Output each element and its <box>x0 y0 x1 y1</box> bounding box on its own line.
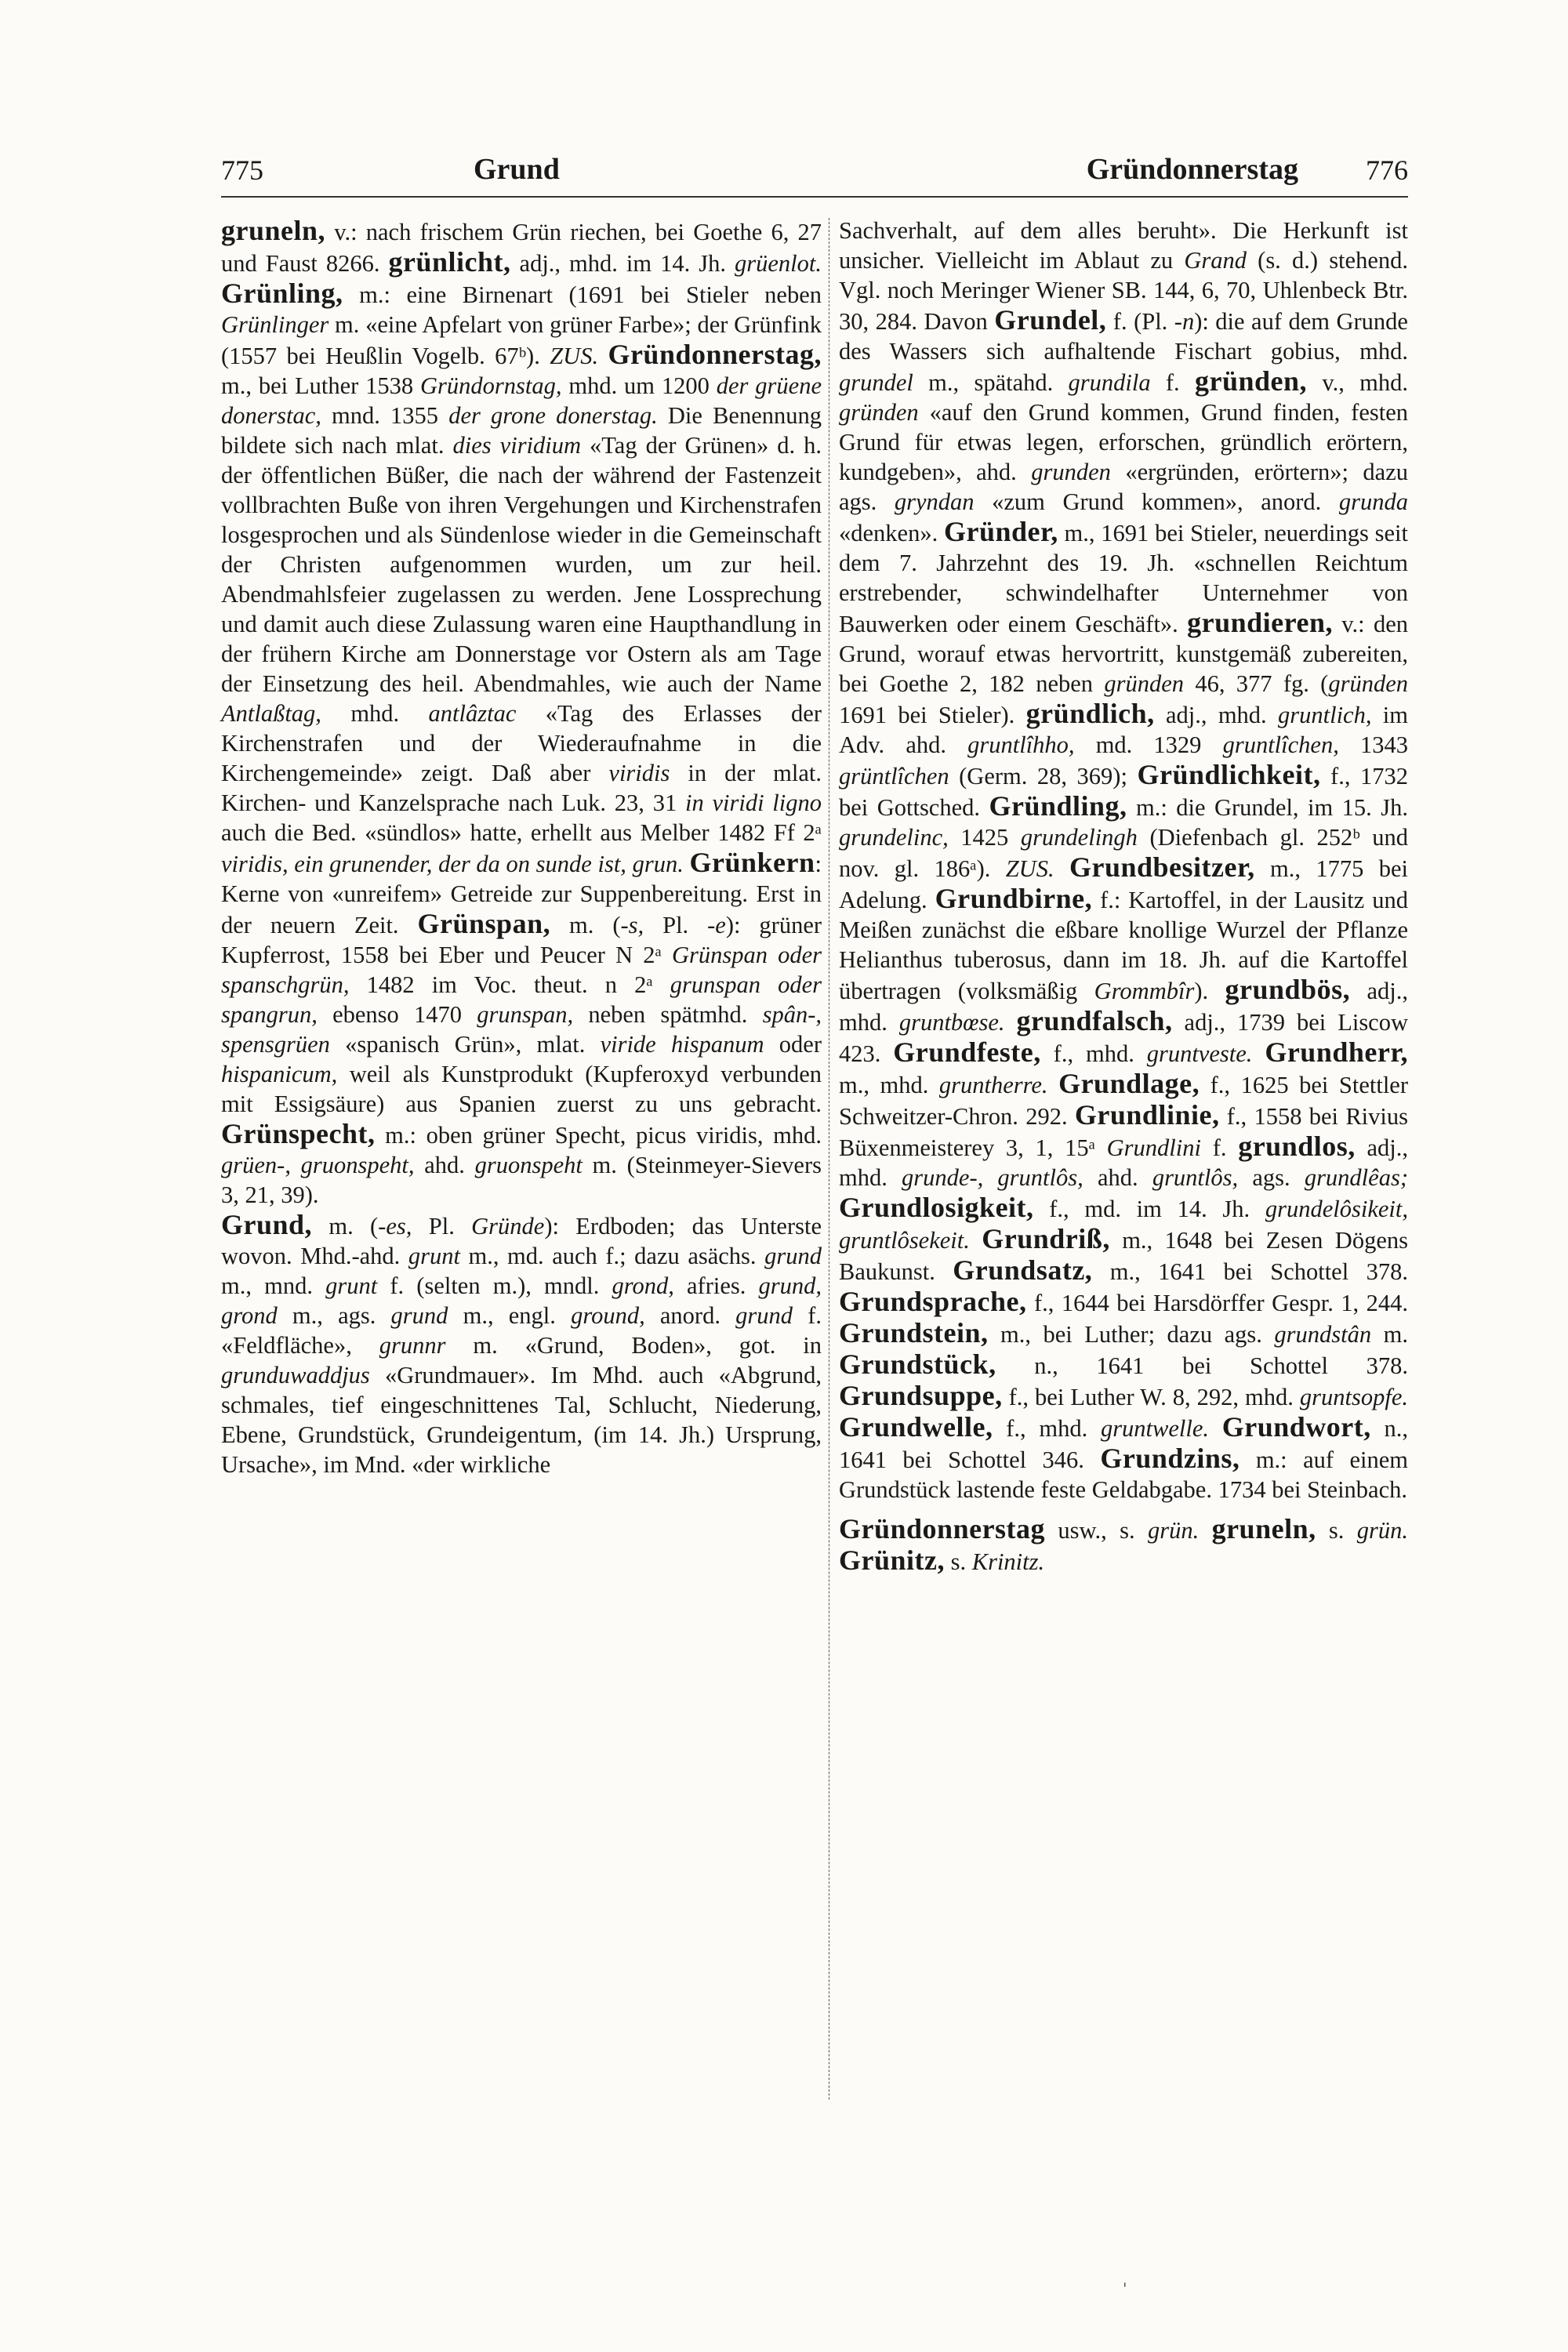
headword: Grünling, <box>221 278 343 309</box>
text-run: weil als Kunstprodukt (Kupferoxyd verbunden mit Essigsäure) aus Spanien zuerst zu uns gebracht. <box>221 1061 822 1117</box>
paragraph <box>839 216 1408 1504</box>
text-run <box>1199 1517 1211 1544</box>
text-run: adj., mhd. <box>839 978 1408 1036</box>
headword: Grundbirne, <box>935 883 1093 914</box>
italic-run: grunspan oder spangrun, <box>221 971 822 1028</box>
italic-run: gruntveste. <box>1146 1040 1253 1067</box>
text-run: «denken». <box>839 520 945 546</box>
text-run <box>1054 855 1069 882</box>
text-run: «zum Grund kommen», anord. <box>974 488 1339 515</box>
italic-run: grüenlot. <box>735 250 822 277</box>
italic-run: grunde-, gruntlôs, <box>902 1164 1083 1191</box>
italic-run: Gründe <box>471 1213 545 1240</box>
italic-run: grund <box>764 1243 822 1269</box>
text-run: ). <box>1194 978 1225 1004</box>
italic-run: gründen <box>1104 670 1185 697</box>
italic-run: grüntlîchen <box>839 763 949 789</box>
text-run: m. «Grund, Boden», got. in <box>445 1332 822 1359</box>
page-number-right: 776 <box>1366 154 1408 186</box>
text-run: m., mhd. <box>839 1072 939 1098</box>
headword: Grundsuppe, <box>839 1380 1003 1411</box>
italic-run: grund <box>735 1302 793 1329</box>
text-run <box>1005 1009 1017 1036</box>
headword: Grundwort, <box>1221 1411 1371 1443</box>
text-run: (s. d.) stehend. Vgl. noch Meringer Wiener SB. 144, 6, 70, Uhlenbeck Btr. 30, 284. Davon <box>839 247 1408 335</box>
text-run <box>598 343 608 369</box>
text-run: m. (- <box>312 1213 387 1240</box>
text-run: f. (Pl. - <box>1106 308 1182 335</box>
text-run: f., bei Luther W. 8, 292, mhd. <box>1002 1384 1300 1410</box>
text-run: «Tag des Erlasses der Kirchenstrafen und der Wiederaufnahme in die Kirchengemeinde» zeigt. Daß aber <box>221 700 822 786</box>
italic-run: grundstân <box>1274 1321 1372 1348</box>
text-run: «Tag der Grünen» d. h. der öffentlichen Büßer, die nach der während der Fastenzeit vollbrachten Buße von ihren Vergehungen und Kirchenstrafen losgesprochen und als Sündenlose wieder in die Gemeinschaft der Christen aufgenommen wurden, um zur heil. Abendmahlsfeier zugelassen zu werden. Jene Lossprechung und damit auch diese Zulassung waren eine Haupthandlung in der frühern Kirche am Donnerstage vor Ostern als am Tage der Einsetzung des heil. Abendmahles, wie auch der Name <box>221 432 822 697</box>
headword: grundieren, <box>1187 607 1333 638</box>
headword: Gründer, <box>944 516 1058 547</box>
text-run: oder <box>764 1031 822 1058</box>
text-run: ahd. <box>414 1152 475 1178</box>
italic-run: hispanicum, <box>221 1061 338 1087</box>
text-run: m., engl. <box>448 1302 572 1329</box>
text-run: ags. <box>1238 1164 1305 1191</box>
italic-run: gruntwelle. <box>1100 1415 1210 1442</box>
headword-left: Grund <box>474 153 560 186</box>
running-header <box>221 149 1408 198</box>
text-run: m., bei Luther; dazu ags. <box>988 1321 1275 1348</box>
headword: Grundbesitzer, <box>1069 851 1255 883</box>
italic-run: gruntbœse. <box>898 1009 1005 1036</box>
text-run: «spanisch Grün», mlat. <box>329 1031 601 1058</box>
text-run: auch die Bed. «sündlos» hatte, erhellt aus Melber 1482 Ff 2ᵃ <box>221 819 822 846</box>
text-run: f., 1625 bei Stettler Schweitzer-Chron. 292. <box>839 1072 1408 1130</box>
italic-run: grün. <box>1147 1517 1200 1544</box>
text-run: v.: nach frischem Grün riechen, bei Goethe 6, 27 und Faust 8266. <box>221 219 822 277</box>
italic-run: grunspan, <box>477 1001 574 1028</box>
headword: Grünspecht, <box>221 1118 376 1149</box>
italic-run: Grommbîr <box>1094 978 1195 1004</box>
italic-run: ZUS. <box>550 343 599 369</box>
headword: gruneln, <box>1211 1513 1316 1544</box>
italic-run: Grundlini <box>1106 1134 1201 1161</box>
text-run: m., mnd. <box>221 1272 326 1299</box>
text-run: f. «Feldfläche», <box>221 1302 822 1359</box>
italic-run: gryndan <box>894 488 975 515</box>
text-run: m., 1691 bei Stieler, neuerdings seit dem 7. Jahrzehnt des 19. Jh. «schnellen Reichtum erstrebender, schwindelhafter Unternehmer von Bauwerken oder einem Geschäft». <box>839 520 1409 637</box>
italic-run: gruntherre. <box>938 1072 1048 1098</box>
italic-run: viridis <box>608 760 670 786</box>
text-run: «Grundmauer». Im Mhd. auch «Abgrund, schmales, tief eingeschnittenes Tal, Schlucht, Niederung, Ebene, Grundstück, Grundeigentum, (im 14. Jh.) Ursprung, Ursache», im Mnd. «der wirkliche <box>221 1362 822 1478</box>
italic-run: grund, grond <box>221 1272 822 1329</box>
text-run: m., 1648 bei Zesen Dögens Baukunst. <box>839 1227 1408 1285</box>
headword: Grundel, <box>994 304 1107 336</box>
headword: Grundherr, <box>1265 1036 1409 1068</box>
text-run <box>1252 1040 1265 1067</box>
text-run: m., spätahd. <box>913 369 1069 396</box>
text-run: f., 1558 bei Rivius Büxenmeisterey 3, 1, 15ᵃ <box>839 1103 1408 1161</box>
text-run: anord. <box>644 1302 736 1329</box>
headword: gründen, <box>1194 365 1308 397</box>
italic-run: grundelinc, <box>839 824 949 851</box>
headword: Grundstein, <box>839 1317 989 1348</box>
text-run: ): Erdboden; das Unterste wovon. Mhd.-ahd. <box>221 1213 822 1269</box>
italic-run: gründen <box>1328 670 1408 697</box>
headword: grundlos, <box>1238 1131 1356 1162</box>
text-run: 1425 <box>948 824 1021 851</box>
italic-run: s, <box>628 912 644 938</box>
headword: Gründonnerstag <box>839 1513 1046 1544</box>
left-column <box>221 216 822 1479</box>
text-run: afries. <box>673 1272 759 1299</box>
text-run: n., 1641 bei Schottel 378. <box>996 1352 1408 1379</box>
italic-run: grundlêas; <box>1304 1164 1408 1191</box>
italic-run: Antlaßtag, <box>221 700 321 727</box>
text-run: f. <box>1150 369 1195 396</box>
text-run: m., 1775 bei Adelung. <box>839 855 1408 913</box>
headword: Grund, <box>221 1209 313 1240</box>
headword: grundfalsch, <box>1016 1005 1173 1036</box>
italic-run: Gründornstag, <box>420 372 562 399</box>
text-run: Pl. <box>412 1213 472 1240</box>
text-run <box>970 1227 982 1254</box>
text-run: usw., s. <box>1045 1517 1148 1544</box>
headword: Grünitz, <box>839 1544 945 1576</box>
italic-run: gruntlîhho, <box>967 731 1075 758</box>
text-run: f. (selten m.), mndl. <box>377 1272 612 1299</box>
italic-run: grün. <box>1356 1517 1409 1544</box>
headword: Grundsprache, <box>839 1286 1027 1317</box>
italic-run: Grünlinger <box>221 311 329 338</box>
italic-run: Krinitz. <box>971 1548 1045 1575</box>
text-run <box>1209 1415 1222 1442</box>
text-run: : Kerne von «unreifem» Getreide zur Suppenbereitung. Erst in der neuern Zeit. <box>221 851 822 938</box>
italic-run: antlâztac <box>428 700 517 727</box>
headword: Gründonnerstag, <box>608 339 822 370</box>
headword: Grundstück, <box>839 1348 996 1380</box>
text-run: m., md. auch f.; dazu asächs. <box>459 1243 765 1269</box>
italic-run: n <box>1181 308 1195 335</box>
italic-run: ground, <box>571 1302 645 1329</box>
italic-run: viride hispanum <box>600 1031 764 1058</box>
text-run: mnd. 1355 <box>321 402 449 429</box>
text-run: f., 1644 bei Harsdörffer Gespr. 1, 244. <box>1026 1290 1408 1316</box>
italic-run: Grand <box>1184 247 1247 274</box>
text-run: ahd. <box>1083 1164 1152 1191</box>
text-run: 1691 bei Stieler). <box>839 702 1026 728</box>
headword: Grundriß, <box>982 1223 1110 1254</box>
headword: gründlich, <box>1025 698 1155 729</box>
headword: Gründling, <box>989 790 1127 822</box>
text-run: im Adv. ahd. <box>839 702 1408 758</box>
italic-run: grunt <box>408 1243 460 1269</box>
headword: Grünspan, <box>417 908 551 939</box>
text-run: «auf den Grund kommen, Grund finden, festen Grund für etwas legen, erforschen, gründlich erörtern, kundgeben», ahd. <box>839 399 1408 485</box>
text-run: f., mhd. <box>1040 1040 1147 1067</box>
text-run: s. <box>1316 1517 1357 1544</box>
text-run: ebenso 1470 <box>317 1001 477 1028</box>
text-run: Die Benennung bildete sich nach mlat. <box>221 402 822 459</box>
text-run: s. <box>945 1548 972 1575</box>
text-run: (Germ. 28, 369); <box>949 763 1138 789</box>
text-run: f.: Kartoffel, in der Lausitz und Meißen zunächst die eßbare knollige Wurzel der Pflanze Helianthus tuberosus, dann im 18. Jh. auf die Kartoffel übertragen (volksmäßig <box>839 887 1408 1004</box>
text-run: 46, 377 fg. ( <box>1184 670 1329 697</box>
text-run: m.: oben grüner Specht, picus viridis, mhd. <box>375 1122 822 1149</box>
text-run: ): grüner Kupferrost, 1558 bei Eber und Peucer N 2ᵃ <box>221 912 822 968</box>
text-run: m., ags. <box>277 1302 391 1329</box>
headword: Grünkern <box>689 847 815 878</box>
headword: grundbös, <box>1225 974 1351 1005</box>
italic-run: grunt <box>325 1272 378 1299</box>
headword: gruneln, <box>221 215 326 246</box>
italic-run: dies viridium <box>452 432 582 459</box>
text-run: m.: die Grundel, im 15. Jh. <box>1127 794 1408 821</box>
paragraph <box>221 1210 822 1479</box>
italic-run: spân-, spensgrüen <box>221 1001 822 1058</box>
text-run: mhd. <box>321 700 429 727</box>
text-run: m. (Steinmeyer-Sievers 3, 21, 39). <box>221 1152 822 1208</box>
headword: grünlicht, <box>388 246 511 278</box>
text-run: f., mhd. <box>993 1415 1101 1442</box>
text-run: Pl. - <box>644 912 716 938</box>
italic-run: gruonspeht <box>474 1152 583 1178</box>
headword-right: Gründonnerstag <box>1086 153 1298 186</box>
italic-run: gründen <box>839 399 919 426</box>
italic-run: gruntlôs, <box>1152 1164 1239 1191</box>
headword: Grundzins, <box>1100 1443 1240 1474</box>
text-run: adj., 1739 bei Liscow 423. <box>839 1009 1408 1067</box>
italic-run: grundila <box>1068 369 1151 396</box>
italic-run: viridis, ein grunender, der da on sunde ist, grun. <box>221 851 684 877</box>
page-number-left: 775 <box>221 154 263 186</box>
text-run: (Diefenbach gl. 252ᵇ und nov. gl. 186ᵃ). <box>839 824 1408 882</box>
italic-run: grund <box>390 1302 448 1329</box>
text-run: m.: auf einem Grundstück lastende feste Geldabgabe. 1734 bei Steinbach. <box>839 1446 1408 1503</box>
footer-mark: ' <box>1123 2279 1127 2298</box>
italic-run: der grone donerstag. <box>448 402 658 429</box>
italic-run: grunden <box>1031 459 1111 485</box>
italic-run: grunduwaddjus <box>221 1362 370 1388</box>
text-run: m. (- <box>550 912 629 938</box>
right-column <box>839 216 1408 1577</box>
text-run: f. <box>1200 1134 1239 1161</box>
italic-run: der grüene donerstac, <box>221 372 822 429</box>
italic-run: grüen-, gruonspeht, <box>221 1152 415 1178</box>
headword: Grundlosigkeit, <box>839 1192 1034 1223</box>
headword: Grundwelle, <box>839 1411 993 1443</box>
headword: Grundlinie, <box>1074 1099 1220 1131</box>
italic-run: grond, <box>612 1272 674 1299</box>
italic-run: in viridi ligno <box>684 789 822 816</box>
paragraph <box>839 1514 1408 1577</box>
italic-run: grundelingh <box>1020 824 1138 851</box>
paragraph <box>221 216 822 1210</box>
italic-run: e <box>715 912 726 938</box>
italic-run: grunda <box>1338 488 1408 515</box>
text-run: 1482 im Voc. theut. n 2ᵃ <box>349 971 670 998</box>
text-run: 1343 <box>1338 731 1408 758</box>
text-run: n., 1641 bei Schottel 346. <box>839 1415 1409 1473</box>
headword: Grundsatz, <box>953 1254 1093 1286</box>
text-run: m.: eine Birnenart (1691 bei Stieler neben <box>343 281 822 308</box>
headword: Gründlichkeit, <box>1137 759 1321 790</box>
headword: Grundlage, <box>1058 1068 1200 1099</box>
text-run: adj., mhd. <box>839 1134 1408 1191</box>
text-run: m. <box>1371 1321 1408 1348</box>
text-run: m., bei Luther 1538 <box>221 372 420 399</box>
italic-run: gruntsopfe. <box>1299 1384 1408 1410</box>
text-run: m., 1641 bei Schottel 378. <box>1092 1258 1408 1285</box>
text-run: in der mlat. Kirchen- und Kanzelsprache nach Luk. 23, 31 <box>221 760 822 816</box>
text-run: f., 1732 bei Gottsched. <box>839 763 1408 821</box>
text-run <box>1048 1072 1059 1098</box>
italic-run: es, <box>386 1213 412 1240</box>
text-run: adj., mhd. im 14. Jh. <box>510 250 735 277</box>
text-run: v.: den Grund, worauf etwas hervortritt, kunstgemäß zubereiten, bei Goethe 2, 182 neben <box>839 611 1408 697</box>
italic-run: ZUS. <box>1005 855 1054 882</box>
italic-run: grunnr <box>379 1332 446 1359</box>
text-run: «ergründen, erörtern»; dazu ags. <box>839 459 1408 515</box>
italic-run: grundelôsikeit, gruntlôsekeit. <box>839 1196 1408 1254</box>
italic-run: gruntlich, <box>1278 702 1372 728</box>
text-run: ): die auf dem Grunde des Wassers sich aufhaltende Fischart gobius, mhd. <box>839 308 1408 365</box>
text-run: v., mhd. <box>1307 369 1408 396</box>
italic-run: Grünspan oder spanschgrün, <box>221 942 822 998</box>
text-run: neben spätmhd. <box>573 1001 763 1028</box>
text-run: adj., mhd. <box>1154 702 1278 728</box>
headword: Grundfeste, <box>893 1036 1041 1068</box>
italic-run: gruntlîchen, <box>1222 731 1339 758</box>
text-run: f., md. im 14. Jh. <box>1033 1196 1265 1222</box>
text-run: m. «eine Apfelart von grüner Farbe»; der Grünfink (1557 bei Heußlin Vogelb. 67ᵇ). <box>221 311 822 369</box>
italic-run: grundel <box>839 369 913 396</box>
text-run: md. 1329 <box>1074 731 1223 758</box>
text-run: Sachverhalt, auf dem alles beruht». Die Herkunft ist unsicher. Vielleicht im Ablaut zu <box>839 217 1408 274</box>
text-run: mhd. um 1200 <box>561 372 717 399</box>
